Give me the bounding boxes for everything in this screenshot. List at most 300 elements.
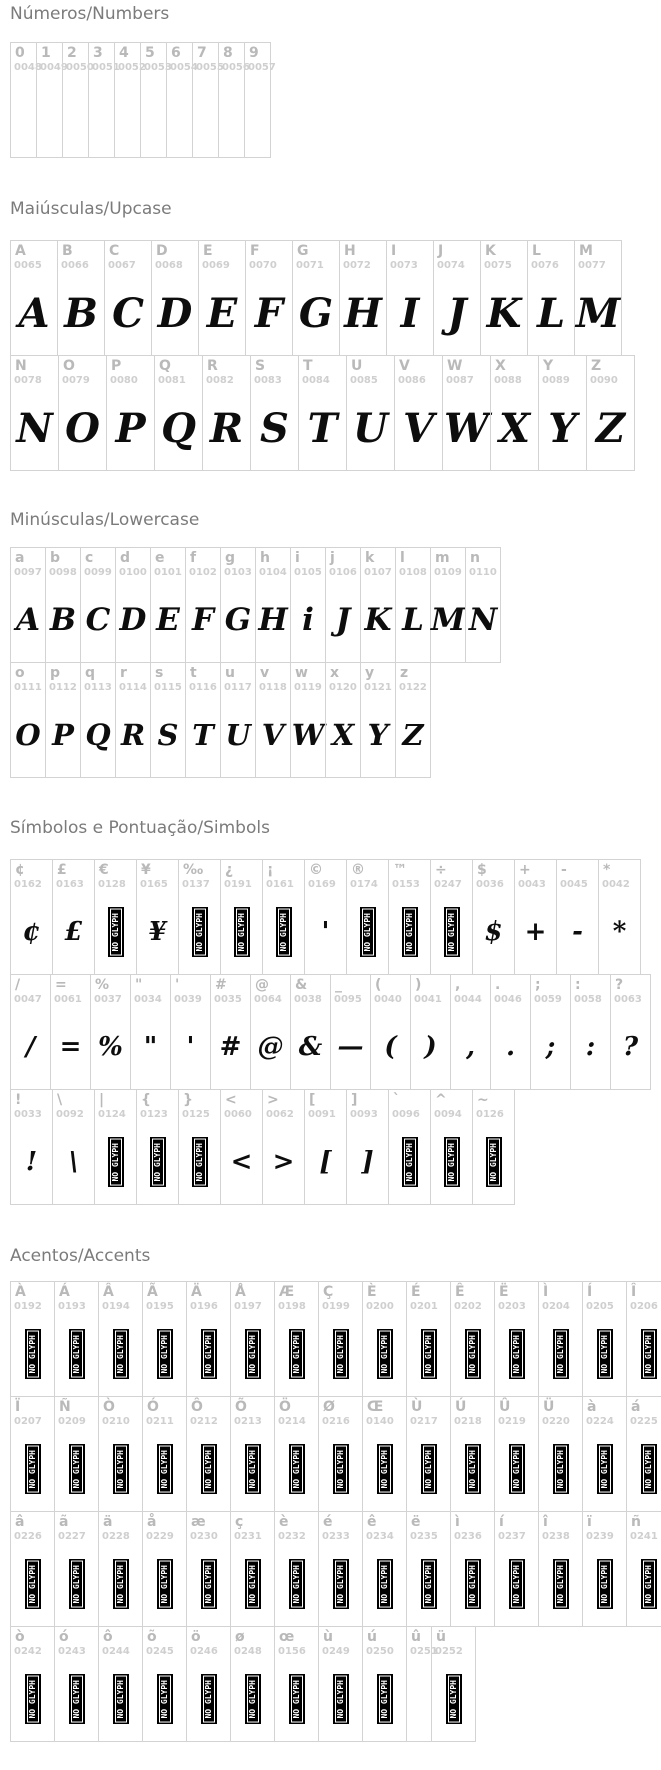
glyph-preview: O (15, 718, 41, 752)
no-glyph-badge (641, 1329, 657, 1380)
glyph-code-label: 0194 (102, 1301, 130, 1312)
glyph-preview: Y (548, 404, 577, 452)
glyph-table-uppercase (10, 240, 661, 471)
glyph-char-label: j (330, 550, 335, 566)
glyph-cell-0200 (362, 1282, 406, 1396)
glyph-code-label: 0231 (234, 1531, 262, 1542)
glyph-cell-0071 (292, 241, 339, 355)
no-glyph-badge (597, 1444, 613, 1495)
no-glyph-badge-label: NO GLYPH (247, 1446, 259, 1493)
glyph-char-label: " (135, 977, 143, 993)
glyph-preview: @ (257, 1032, 284, 1062)
glyph-cell-0041 (410, 975, 450, 1089)
glyph-cell-0241 (626, 1512, 661, 1626)
glyph-code-label: 0230 (190, 1531, 218, 1542)
glyph-preview (219, 77, 244, 153)
glyph-preview: U (225, 718, 251, 752)
glyph-preview: - (572, 917, 583, 947)
glyph-preview (187, 1661, 230, 1737)
glyph-cell-0060 (220, 1090, 262, 1204)
glyph-preview: T (307, 404, 338, 452)
glyph-code-label: 0197 (234, 1301, 262, 1312)
no-glyph-badge-label: NO GLYPH (467, 1331, 479, 1378)
glyph-cell-0246 (186, 1627, 230, 1741)
glyph-preview: — (337, 1032, 364, 1062)
glyph-preview (583, 1546, 626, 1622)
glyph-cell-0197 (230, 1282, 274, 1396)
glyph-cell-0235 (406, 1512, 450, 1626)
glyph-code-label: 0227 (58, 1531, 86, 1542)
no-glyph-badge (201, 1674, 217, 1725)
glyph-cell-0242 (11, 1627, 54, 1741)
glyph-code-label: 0246 (190, 1646, 218, 1657)
no-glyph-badge (245, 1329, 261, 1380)
glyph-char-label: | (99, 1092, 105, 1108)
glyph-cell-0126 (472, 1090, 514, 1204)
glyph-code-label: 0205 (586, 1301, 614, 1312)
glyph-code-label: 0113 (84, 682, 112, 693)
glyph-code-label: 0082 (206, 375, 234, 386)
glyph-preview (539, 1316, 582, 1392)
glyph-code-label: 0228 (102, 1531, 130, 1542)
glyph-cell-0250 (362, 1627, 406, 1741)
glyph-preview (539, 1431, 582, 1507)
no-glyph-badge (201, 1329, 217, 1380)
glyph-preview (187, 1316, 230, 1392)
glyph-code-label: 0156 (278, 1646, 306, 1657)
glyph-char-label: ® (351, 862, 365, 878)
glyph-code-label: 0115 (154, 682, 182, 693)
glyph-cell-0116 (185, 663, 220, 777)
glyph-code-label: 0199 (322, 1301, 350, 1312)
no-glyph-badge-label: NO GLYPH (511, 1561, 523, 1608)
glyph-cell-0233 (318, 1512, 362, 1626)
no-glyph-badge-label: NO GLYPH (511, 1446, 523, 1493)
glyph-char-label: à (587, 1399, 597, 1415)
no-glyph-badge (486, 1137, 502, 1188)
glyph-code-label: 0198 (278, 1301, 306, 1312)
glyph-char-label: Û (499, 1399, 511, 1415)
no-glyph-badge (157, 1674, 173, 1725)
glyph-cell-0212 (186, 1397, 230, 1511)
glyph-preview (431, 894, 472, 970)
glyph-cell-0123 (136, 1090, 178, 1204)
glyph-code-label: 0107 (364, 567, 392, 578)
glyph-preview: L (402, 602, 424, 638)
glyph-char-label: [ (309, 1092, 316, 1108)
glyph-preview (231, 1546, 274, 1622)
no-glyph-badge-label: NO GLYPH (115, 1331, 127, 1378)
glyph-preview (627, 1316, 661, 1392)
no-glyph-badge (597, 1329, 613, 1380)
no-glyph-badge (289, 1674, 305, 1725)
glyph-preview: I (400, 289, 420, 337)
glyph-char-label: { (141, 1092, 151, 1108)
glyph-cell-0089 (538, 356, 586, 470)
glyph-code-label: 0049 (40, 62, 68, 73)
glyph-preview (179, 1124, 220, 1200)
glyph-cell-0165 (136, 860, 178, 974)
glyph-char-label: A (15, 243, 26, 259)
no-glyph-badge (276, 907, 292, 958)
glyph-preview (319, 1661, 362, 1737)
glyph-char-label: Ä (191, 1284, 202, 1300)
glyph-cell-0231 (230, 1512, 274, 1626)
glyph-code-label: 0244 (102, 1646, 130, 1657)
glyph-code-label: 0202 (454, 1301, 482, 1312)
glyph-cell-0053 (140, 43, 172, 157)
no-glyph-badge (108, 907, 124, 958)
glyph-code-label: 0066 (61, 260, 89, 271)
glyph-cell-0050 (62, 43, 94, 157)
no-glyph-badge-label: NO GLYPH (71, 1331, 83, 1378)
no-glyph-badge-label: NO GLYPH (110, 1139, 122, 1186)
glyph-code-label: 0103 (224, 567, 252, 578)
glyph-code-label: 0209 (58, 1416, 86, 1427)
glyph-char-label: ö (191, 1629, 201, 1645)
glyph-cell-0226 (11, 1512, 54, 1626)
no-glyph-badge (509, 1444, 525, 1495)
section-numbers (10, 4, 661, 158)
glyph-cell-0098 (45, 548, 80, 662)
glyph-char-label: Q (159, 358, 171, 374)
glyph-cell-0080 (106, 356, 154, 470)
glyph-code-label: 0064 (254, 994, 282, 1005)
glyph-char-label: o (15, 665, 25, 681)
glyph-cell-0219 (494, 1397, 538, 1511)
glyph-preview (583, 1431, 626, 1507)
glyph-code-label: 0067 (108, 260, 136, 271)
glyph-char-label: O (63, 358, 75, 374)
glyph-cell-0196 (186, 1282, 230, 1396)
no-glyph-badge-label: NO GLYPH (599, 1561, 611, 1608)
glyph-preview (231, 1316, 274, 1392)
glyph-preview: W (291, 718, 325, 752)
glyph-code-label: 0200 (366, 1301, 394, 1312)
glyph-char-label: É (411, 1284, 421, 1300)
glyph-preview: < (230, 1147, 253, 1177)
no-glyph-badge-label: NO GLYPH (110, 909, 122, 956)
glyph-char-label: Ç (323, 1284, 334, 1300)
glyph-code-label: 0080 (110, 375, 138, 386)
no-glyph-badge (377, 1329, 393, 1380)
glyph-cell-0048 (11, 43, 42, 157)
glyph-char-label: Æ (279, 1284, 295, 1300)
no-glyph-badge-label: NO GLYPH (71, 1561, 83, 1608)
glyph-char-label: ) (415, 977, 422, 993)
no-glyph-badge (641, 1444, 657, 1495)
no-glyph-badge-label: NO GLYPH (27, 1676, 39, 1723)
glyph-cell-0227 (54, 1512, 98, 1626)
glyph-row (10, 1396, 661, 1512)
glyph-cell-0128 (94, 860, 136, 974)
glyph-char-label: Ì (543, 1284, 549, 1300)
glyph-preview (55, 1661, 98, 1737)
glyph-char-label: Y (543, 358, 554, 374)
glyph-char-label: & (295, 977, 308, 993)
glyph-preview (137, 1124, 178, 1200)
no-glyph-badge-label: NO GLYPH (446, 1139, 458, 1186)
glyph-cell-0214 (274, 1397, 318, 1511)
section-title-numbers: Números/Numbers (10, 4, 170, 24)
no-glyph-badge (113, 1444, 129, 1495)
glyph-char-label: q (85, 665, 96, 681)
glyph-cell-0117 (220, 663, 255, 777)
glyph-preview: . (505, 1032, 516, 1062)
no-glyph-badge-label: NO GLYPH (247, 1331, 259, 1378)
glyph-char-label: ¥ (141, 862, 151, 878)
no-glyph-badge (150, 1137, 166, 1188)
glyph-char-label: w (295, 665, 308, 681)
glyph-preview (275, 1546, 318, 1622)
glyph-preview: M (575, 289, 621, 337)
glyph-cell-0193 (54, 1282, 98, 1396)
glyph-code-label: 0118 (259, 682, 287, 693)
glyph-code-label: 0211 (146, 1416, 174, 1427)
no-glyph-badge (465, 1329, 481, 1380)
glyph-char-label: 7 (197, 45, 207, 61)
glyph-cell-0109 (430, 548, 465, 662)
glyph-preview: + (524, 917, 547, 947)
glyph-preview: Q (161, 404, 196, 452)
glyph-cell-0108 (395, 548, 430, 662)
glyph-cell-0081 (154, 356, 202, 470)
glyph-preview (495, 1546, 538, 1622)
glyph-preview (347, 894, 388, 970)
glyph-char-label: T (303, 358, 313, 374)
glyph-code-label: 0196 (190, 1301, 218, 1312)
no-glyph-badge (25, 1674, 41, 1725)
no-glyph-badge-label: NO GLYPH (643, 1561, 655, 1608)
glyph-preview (141, 77, 166, 153)
glyph-code-label: 0114 (119, 682, 147, 693)
no-glyph-badge-label: NO GLYPH (379, 1331, 391, 1378)
glyph-cell-0070 (245, 241, 292, 355)
no-glyph-badge (377, 1559, 393, 1610)
glyph-code-label: 0245 (146, 1646, 174, 1657)
no-glyph-badge (25, 1559, 41, 1610)
glyph-cell-0194 (98, 1282, 142, 1396)
glyph-char-label: Î (631, 1284, 637, 1300)
no-glyph-badge (553, 1329, 569, 1380)
glyph-cell-0039 (170, 975, 210, 1089)
glyph-cell-0059 (530, 975, 570, 1089)
glyph-cell-0083 (250, 356, 298, 470)
glyph-preview: Z (595, 404, 626, 452)
no-glyph-badge-label: NO GLYPH (159, 1446, 171, 1493)
glyph-preview (55, 1546, 98, 1622)
glyph-code-label: 0092 (56, 1109, 84, 1120)
glyph-code-label: 0243 (58, 1646, 86, 1657)
no-glyph-badge-label: NO GLYPH (115, 1561, 127, 1608)
glyph-code-label: 0088 (494, 375, 522, 386)
glyph-code-label: 0044 (454, 994, 482, 1005)
no-glyph-badge-label: NO GLYPH (335, 1561, 347, 1608)
glyph-preview (363, 1316, 406, 1392)
glyph-cell-0120 (325, 663, 360, 777)
glyph-row (10, 974, 651, 1090)
glyph-preview: E (156, 602, 180, 638)
glyph-table-accents (10, 1281, 661, 1742)
glyph-char-label: x (330, 665, 340, 681)
glyph-char-label: ú (367, 1629, 377, 1645)
glyph-cell-0156 (274, 1627, 318, 1741)
glyph-char-label: í (499, 1514, 504, 1530)
glyph-char-label: h (260, 550, 270, 566)
glyph-code-label: 0033 (14, 1109, 42, 1120)
glyph-preview: " (143, 1032, 158, 1062)
glyph-char-label: ç (235, 1514, 244, 1530)
glyph-cell-0087 (442, 356, 490, 470)
glyph-code-label: 0045 (560, 879, 588, 890)
glyph-char-label: N (15, 358, 27, 374)
glyph-char-label: W (447, 358, 463, 374)
glyph-code-label: 0090 (590, 375, 618, 386)
glyph-char-label: ¢ (15, 862, 25, 878)
glyph-cell-0205 (582, 1282, 626, 1396)
no-glyph-badge-label: NO GLYPH (194, 1139, 206, 1186)
glyph-cell-0213 (230, 1397, 274, 1511)
glyph-cell-0110 (465, 548, 500, 662)
no-glyph-badge (360, 907, 376, 958)
glyph-char-label: Ë (499, 1284, 509, 1300)
glyph-preview (627, 1431, 661, 1507)
no-glyph-badge-label: NO GLYPH (511, 1331, 523, 1378)
glyph-code-label: 0226 (14, 1531, 42, 1542)
glyph-char-label: Í (587, 1284, 593, 1300)
no-glyph-badge-label: NO GLYPH (404, 1139, 416, 1186)
glyph-char-label: 5 (145, 45, 155, 61)
glyph-preview (115, 77, 140, 153)
glyph-char-label: Ú (455, 1399, 467, 1415)
glyph-cell-0243 (54, 1627, 98, 1741)
glyph-char-label: k (365, 550, 375, 566)
glyph-cell-0074 (433, 241, 480, 355)
glyph-char-label: å (147, 1514, 157, 1530)
no-glyph-badge-label: NO GLYPH (27, 1331, 39, 1378)
no-glyph-badge-label: NO GLYPH (71, 1676, 83, 1723)
no-glyph-badge-label: NO GLYPH (362, 909, 374, 956)
glyph-code-label: 0238 (542, 1531, 570, 1542)
glyph-preview (11, 1661, 54, 1737)
no-glyph-badge (465, 1444, 481, 1495)
glyph-cell-0247 (430, 860, 472, 974)
glyph-char-label: © (309, 862, 323, 878)
glyph-cell-0248 (230, 1627, 274, 1741)
no-glyph-badge (234, 907, 250, 958)
glyph-cell-0111 (11, 663, 45, 777)
glyph-cell-0238 (538, 1512, 582, 1626)
no-glyph-badge (192, 1137, 208, 1188)
glyph-char-label: z (400, 665, 409, 681)
glyph-char-label: S (255, 358, 266, 374)
glyph-char-label: ¿ (225, 862, 234, 878)
glyph-preview (37, 77, 62, 153)
glyph-char-label: ø (235, 1629, 245, 1645)
glyph-preview: ¥ (148, 917, 167, 947)
glyph-char-label: 3 (93, 45, 103, 61)
no-glyph-badge (333, 1674, 349, 1725)
glyph-code-label: 0060 (224, 1109, 252, 1120)
glyph-cell-0044 (450, 975, 490, 1089)
glyph-cell-0162 (11, 860, 52, 974)
glyph-preview (451, 1431, 494, 1507)
glyph-code-label: 0119 (294, 682, 322, 693)
glyph-char-label: ì (455, 1514, 460, 1530)
glyph-preview (473, 1124, 514, 1200)
glyph-preview: U (353, 404, 388, 452)
glyph-cell-0198 (274, 1282, 318, 1396)
glyph-code-label: 0204 (542, 1301, 570, 1312)
no-glyph-badge-label: NO GLYPH (278, 909, 290, 956)
glyph-code-label: 0193 (58, 1301, 86, 1312)
glyph-char-label: - (561, 862, 567, 878)
no-glyph-badge-label: NO GLYPH (27, 1561, 39, 1608)
glyph-char-label: E (203, 243, 213, 259)
glyph-preview: ; (545, 1032, 556, 1062)
glyph-char-label: ÷ (435, 862, 447, 878)
glyph-preview: J (335, 602, 351, 638)
glyph-cell-0093 (346, 1090, 388, 1204)
glyph-code-label: 0174 (350, 879, 378, 890)
glyph-code-label: 0050 (66, 62, 94, 73)
glyph-code-label: 0104 (259, 567, 287, 578)
glyph-char-label: p (50, 665, 61, 681)
glyph-preview: Q (85, 718, 111, 752)
font-character-map (0, 4, 661, 1742)
no-glyph-badge (25, 1329, 41, 1380)
glyph-char-label: 4 (119, 45, 129, 61)
glyph-code-label: 0217 (410, 1416, 438, 1427)
glyph-preview (55, 1431, 98, 1507)
glyph-cell-0224 (582, 1397, 626, 1511)
glyph-char-label: L (532, 243, 541, 259)
no-glyph-badge-label: NO GLYPH (115, 1446, 127, 1493)
glyph-cell-0091 (304, 1090, 346, 1204)
glyph-char-label: ó (59, 1629, 69, 1645)
glyph-char-label: y (365, 665, 375, 681)
glyph-char-label: Œ (367, 1399, 384, 1415)
glyph-preview (143, 1431, 186, 1507)
no-glyph-badge (157, 1559, 173, 1610)
glyph-code-label: 0123 (140, 1109, 168, 1120)
glyph-code-label: 0163 (56, 879, 84, 890)
glyph-cell-0095 (330, 975, 370, 1089)
glyph-preview: P (115, 404, 146, 452)
no-glyph-badge-label: NO GLYPH (291, 1331, 303, 1378)
glyph-code-label: 0111 (14, 682, 42, 693)
glyph-preview: R (209, 404, 244, 452)
glyph-preview (221, 894, 262, 970)
glyph-cell-0045 (556, 860, 598, 974)
glyph-preview (627, 1546, 661, 1622)
no-glyph-badge-label: NO GLYPH (555, 1331, 567, 1378)
glyph-char-label: e (155, 550, 165, 566)
glyph-char-label: \ (57, 1092, 63, 1108)
glyph-char-label: J (438, 243, 444, 259)
glyph-char-label: i (295, 550, 300, 566)
glyph-cell-0104 (255, 548, 290, 662)
no-glyph-badge (69, 1444, 85, 1495)
glyph-code-label: 0058 (574, 994, 602, 1005)
no-glyph-badge-label: NO GLYPH (159, 1331, 171, 1378)
glyph-cell-0107 (360, 548, 395, 662)
glyph-preview (167, 77, 192, 153)
glyph-char-label: < (225, 1092, 237, 1108)
glyph-char-label: H (344, 243, 356, 259)
glyph-char-label: u (225, 665, 235, 681)
glyph-preview: A (15, 602, 41, 638)
